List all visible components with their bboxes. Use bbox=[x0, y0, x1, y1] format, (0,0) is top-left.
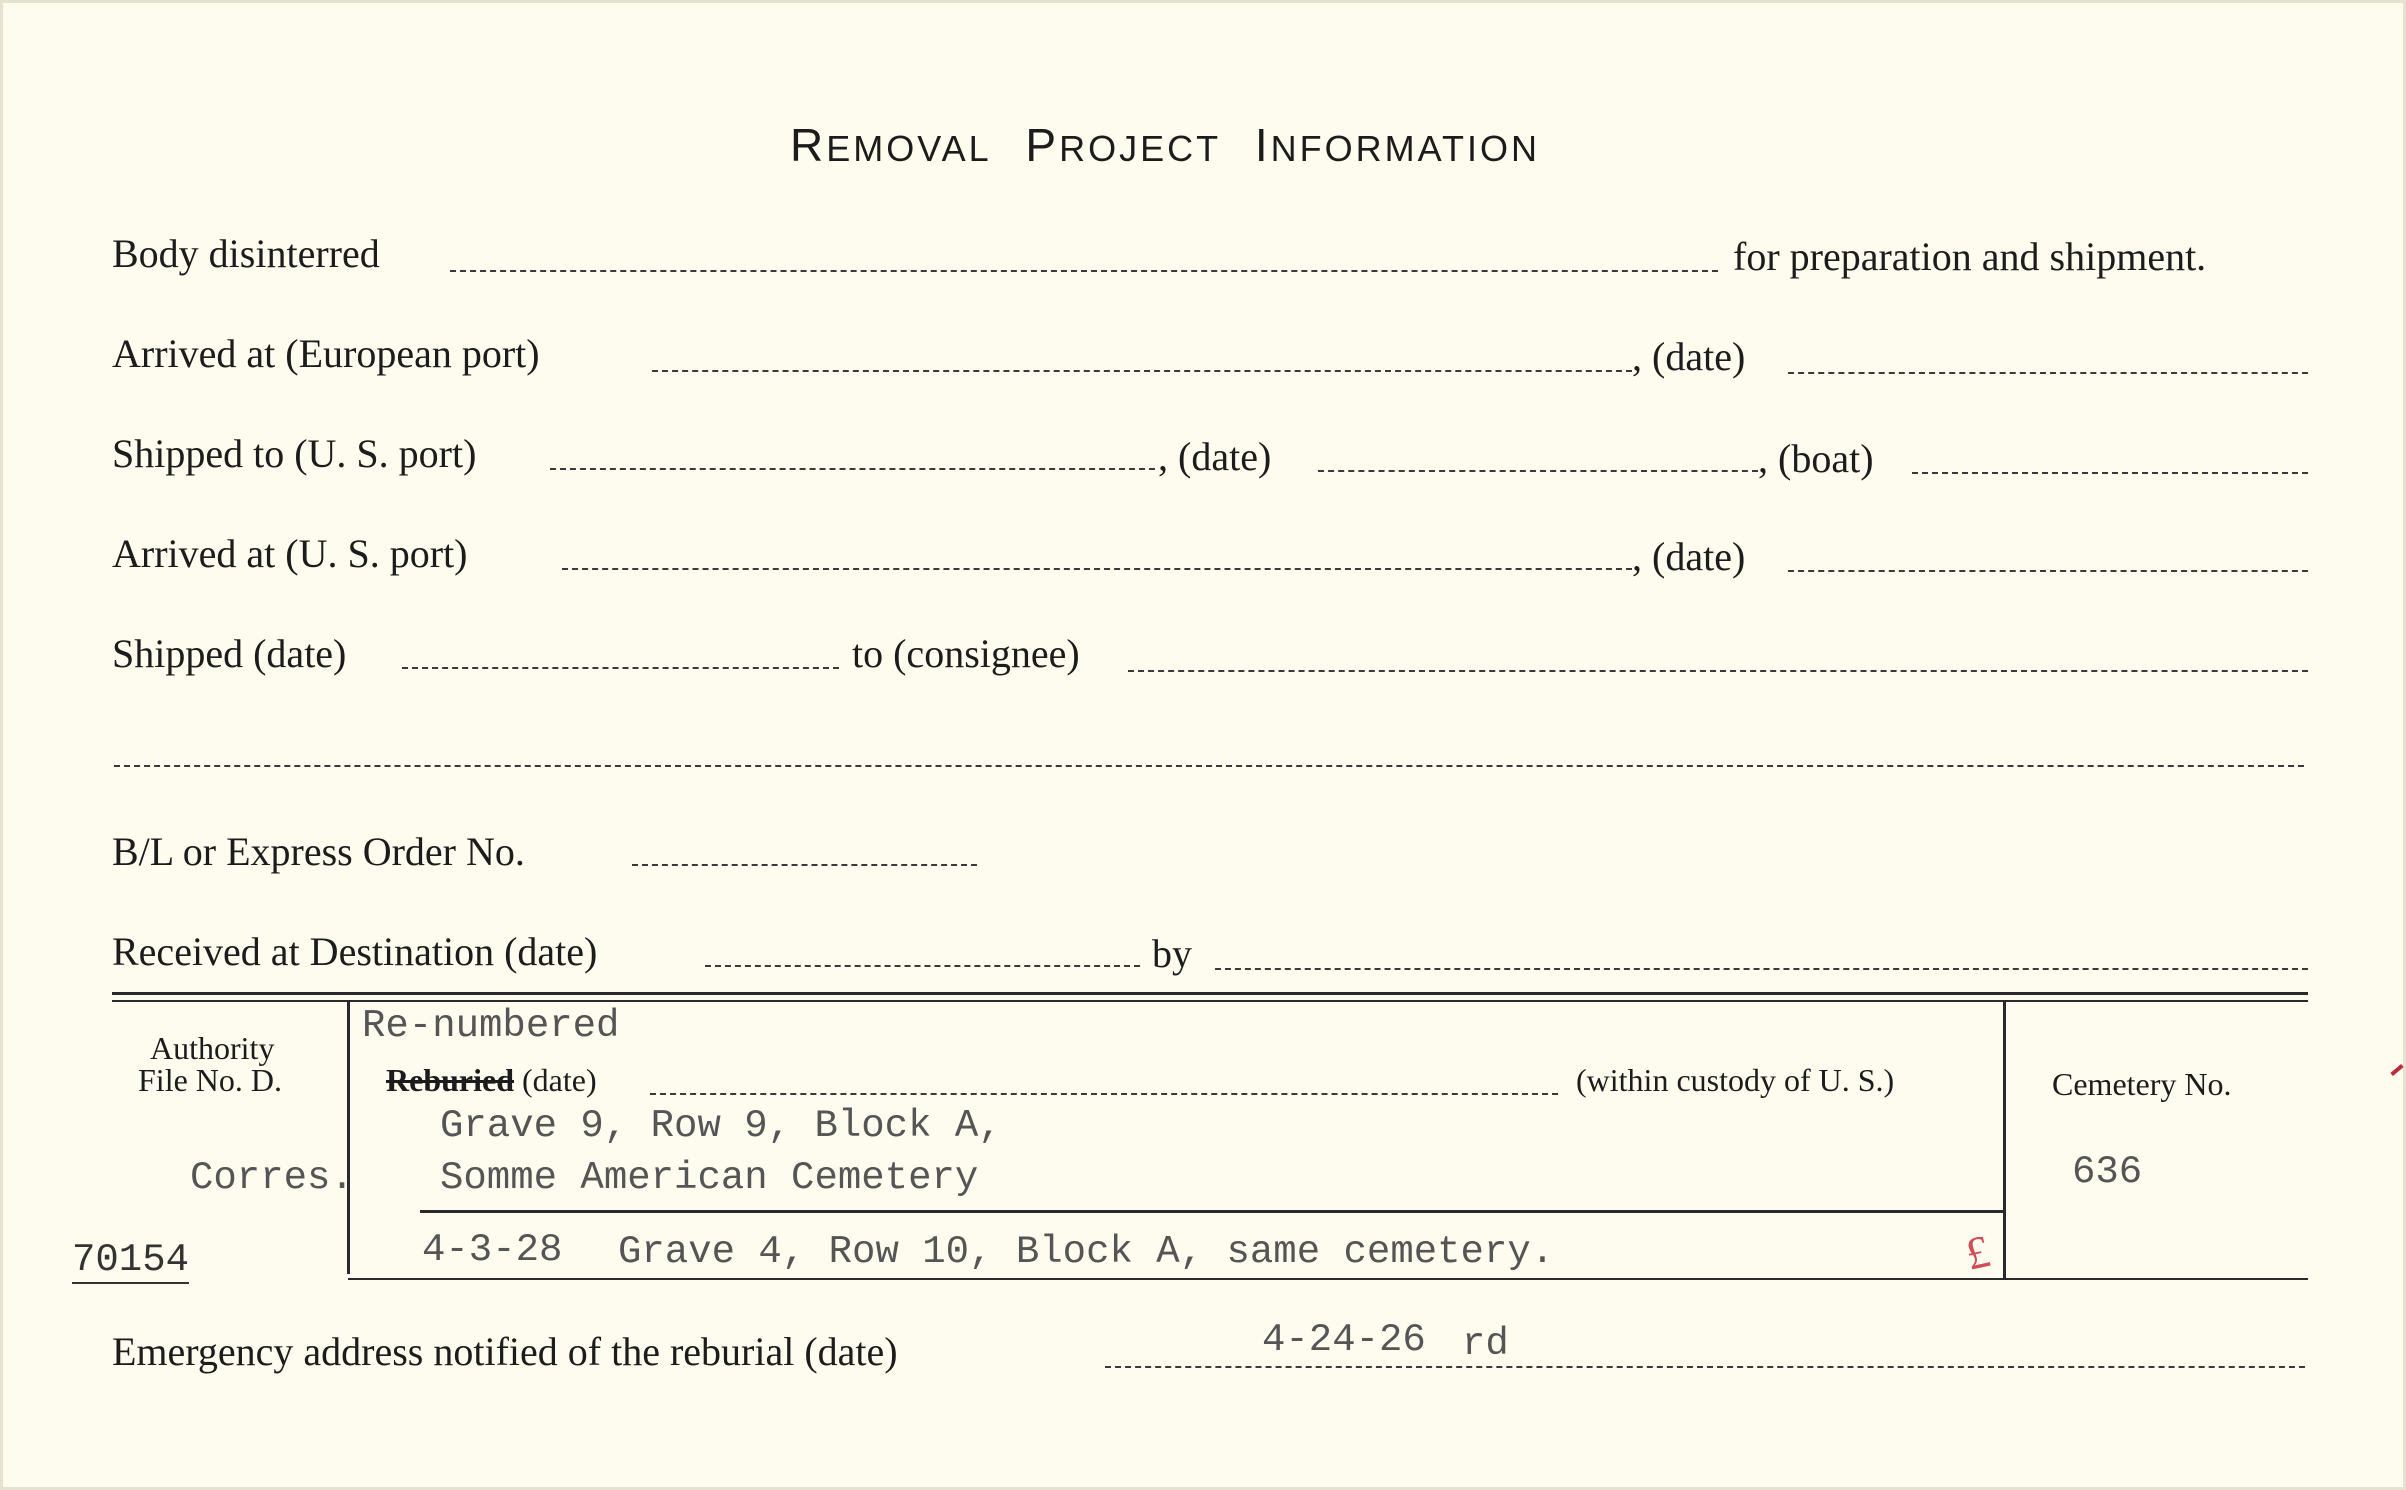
renumbered-text: Re-numbered bbox=[362, 1004, 620, 1048]
body-disinterred-line bbox=[450, 270, 1718, 272]
box-top-rule-2 bbox=[112, 1000, 2308, 1002]
received-destination-line bbox=[705, 965, 1140, 967]
arrived-us-date-label: , (date) bbox=[1632, 534, 1746, 579]
emergency-line bbox=[1105, 1366, 2305, 1368]
arrived-us-date-line bbox=[1788, 570, 2308, 572]
reburial-date: 4-3-28 bbox=[422, 1228, 563, 1272]
boat-label: , (boat) bbox=[1758, 436, 1874, 481]
box-right-divider bbox=[2003, 1000, 2006, 1280]
by-label: by bbox=[1152, 931, 1192, 976]
within-custody-label: (within custody of U. S.) bbox=[1576, 1062, 1895, 1098]
body-disinterred-label: Body disinterred bbox=[112, 231, 380, 276]
authority-label: Authority bbox=[150, 1030, 275, 1066]
consignee-line bbox=[1128, 670, 2308, 672]
reburied-date-word: (date) bbox=[522, 1062, 597, 1098]
bl-express-label: B/L or Express Order No. bbox=[112, 829, 525, 874]
consignee-continuation-line bbox=[114, 765, 2304, 767]
reburied-date-line bbox=[650, 1093, 1558, 1095]
arrived-european-line bbox=[652, 370, 1632, 372]
grave-line-2: Somme American Cemetery bbox=[440, 1156, 979, 1200]
arrived-us-line bbox=[562, 568, 1632, 570]
boat-line bbox=[1912, 472, 2308, 474]
grave-line-1: Grave 9, Row 9, Block A, bbox=[440, 1104, 1002, 1148]
file-number: 70154 bbox=[72, 1238, 190, 1282]
reburied-label bbox=[386, 1062, 597, 1099]
emergency-date: 4-24-26 bbox=[1262, 1318, 1426, 1362]
shipped-to-us-line bbox=[550, 468, 1155, 470]
to-consignee-label: to (consignee) bbox=[852, 631, 1080, 676]
shipped-date-line bbox=[402, 667, 839, 669]
edge-red-mark bbox=[2390, 1064, 2403, 1076]
box-inner-rule bbox=[420, 1210, 2005, 1213]
red-check-mark: £ bbox=[1960, 1225, 1995, 1280]
emergency-label: Emergency address notified of the reburial (date) bbox=[112, 1329, 898, 1374]
card-title: REMOVAL PROJECT INFORMATION bbox=[790, 119, 1540, 171]
box-top-rule-1 bbox=[112, 992, 2308, 995]
shipped-date-label: Shipped (date) bbox=[112, 631, 347, 676]
arrived-european-label: Arrived at (European port) bbox=[112, 331, 540, 376]
by-line bbox=[1215, 968, 2308, 970]
box-left-divider bbox=[347, 1000, 350, 1274]
received-destination-label: Received at Destination (date) bbox=[112, 929, 598, 974]
new-grave-text: Grave 4, Row 10, Block A, same cemetery. bbox=[618, 1230, 1555, 1274]
cemetery-no-label: Cemetery No. bbox=[2052, 1066, 2232, 1102]
arrived-european-date-label: , (date) bbox=[1632, 334, 1746, 379]
shipped-to-us-label: Shipped to (U. S. port) bbox=[112, 431, 477, 476]
bl-express-line bbox=[632, 864, 977, 866]
corres-text: Corres. bbox=[190, 1156, 354, 1200]
emergency-initials: rd bbox=[1462, 1322, 1509, 1366]
file-no-label: File No. D. bbox=[138, 1062, 282, 1098]
shipped-to-us-date-line bbox=[1318, 470, 1758, 472]
box-bottom-rule bbox=[348, 1278, 2308, 1280]
cemetery-number: 636 bbox=[2072, 1150, 2143, 1194]
arrived-us-label: Arrived at (U. S. port) bbox=[112, 531, 468, 576]
shipped-to-us-date-label: , (date) bbox=[1158, 434, 1272, 479]
for-preparation-label: for preparation and shipment. bbox=[1733, 234, 2207, 279]
arrived-european-date-line bbox=[1788, 372, 2308, 374]
reburied-word: Reburied bbox=[386, 1062, 514, 1098]
